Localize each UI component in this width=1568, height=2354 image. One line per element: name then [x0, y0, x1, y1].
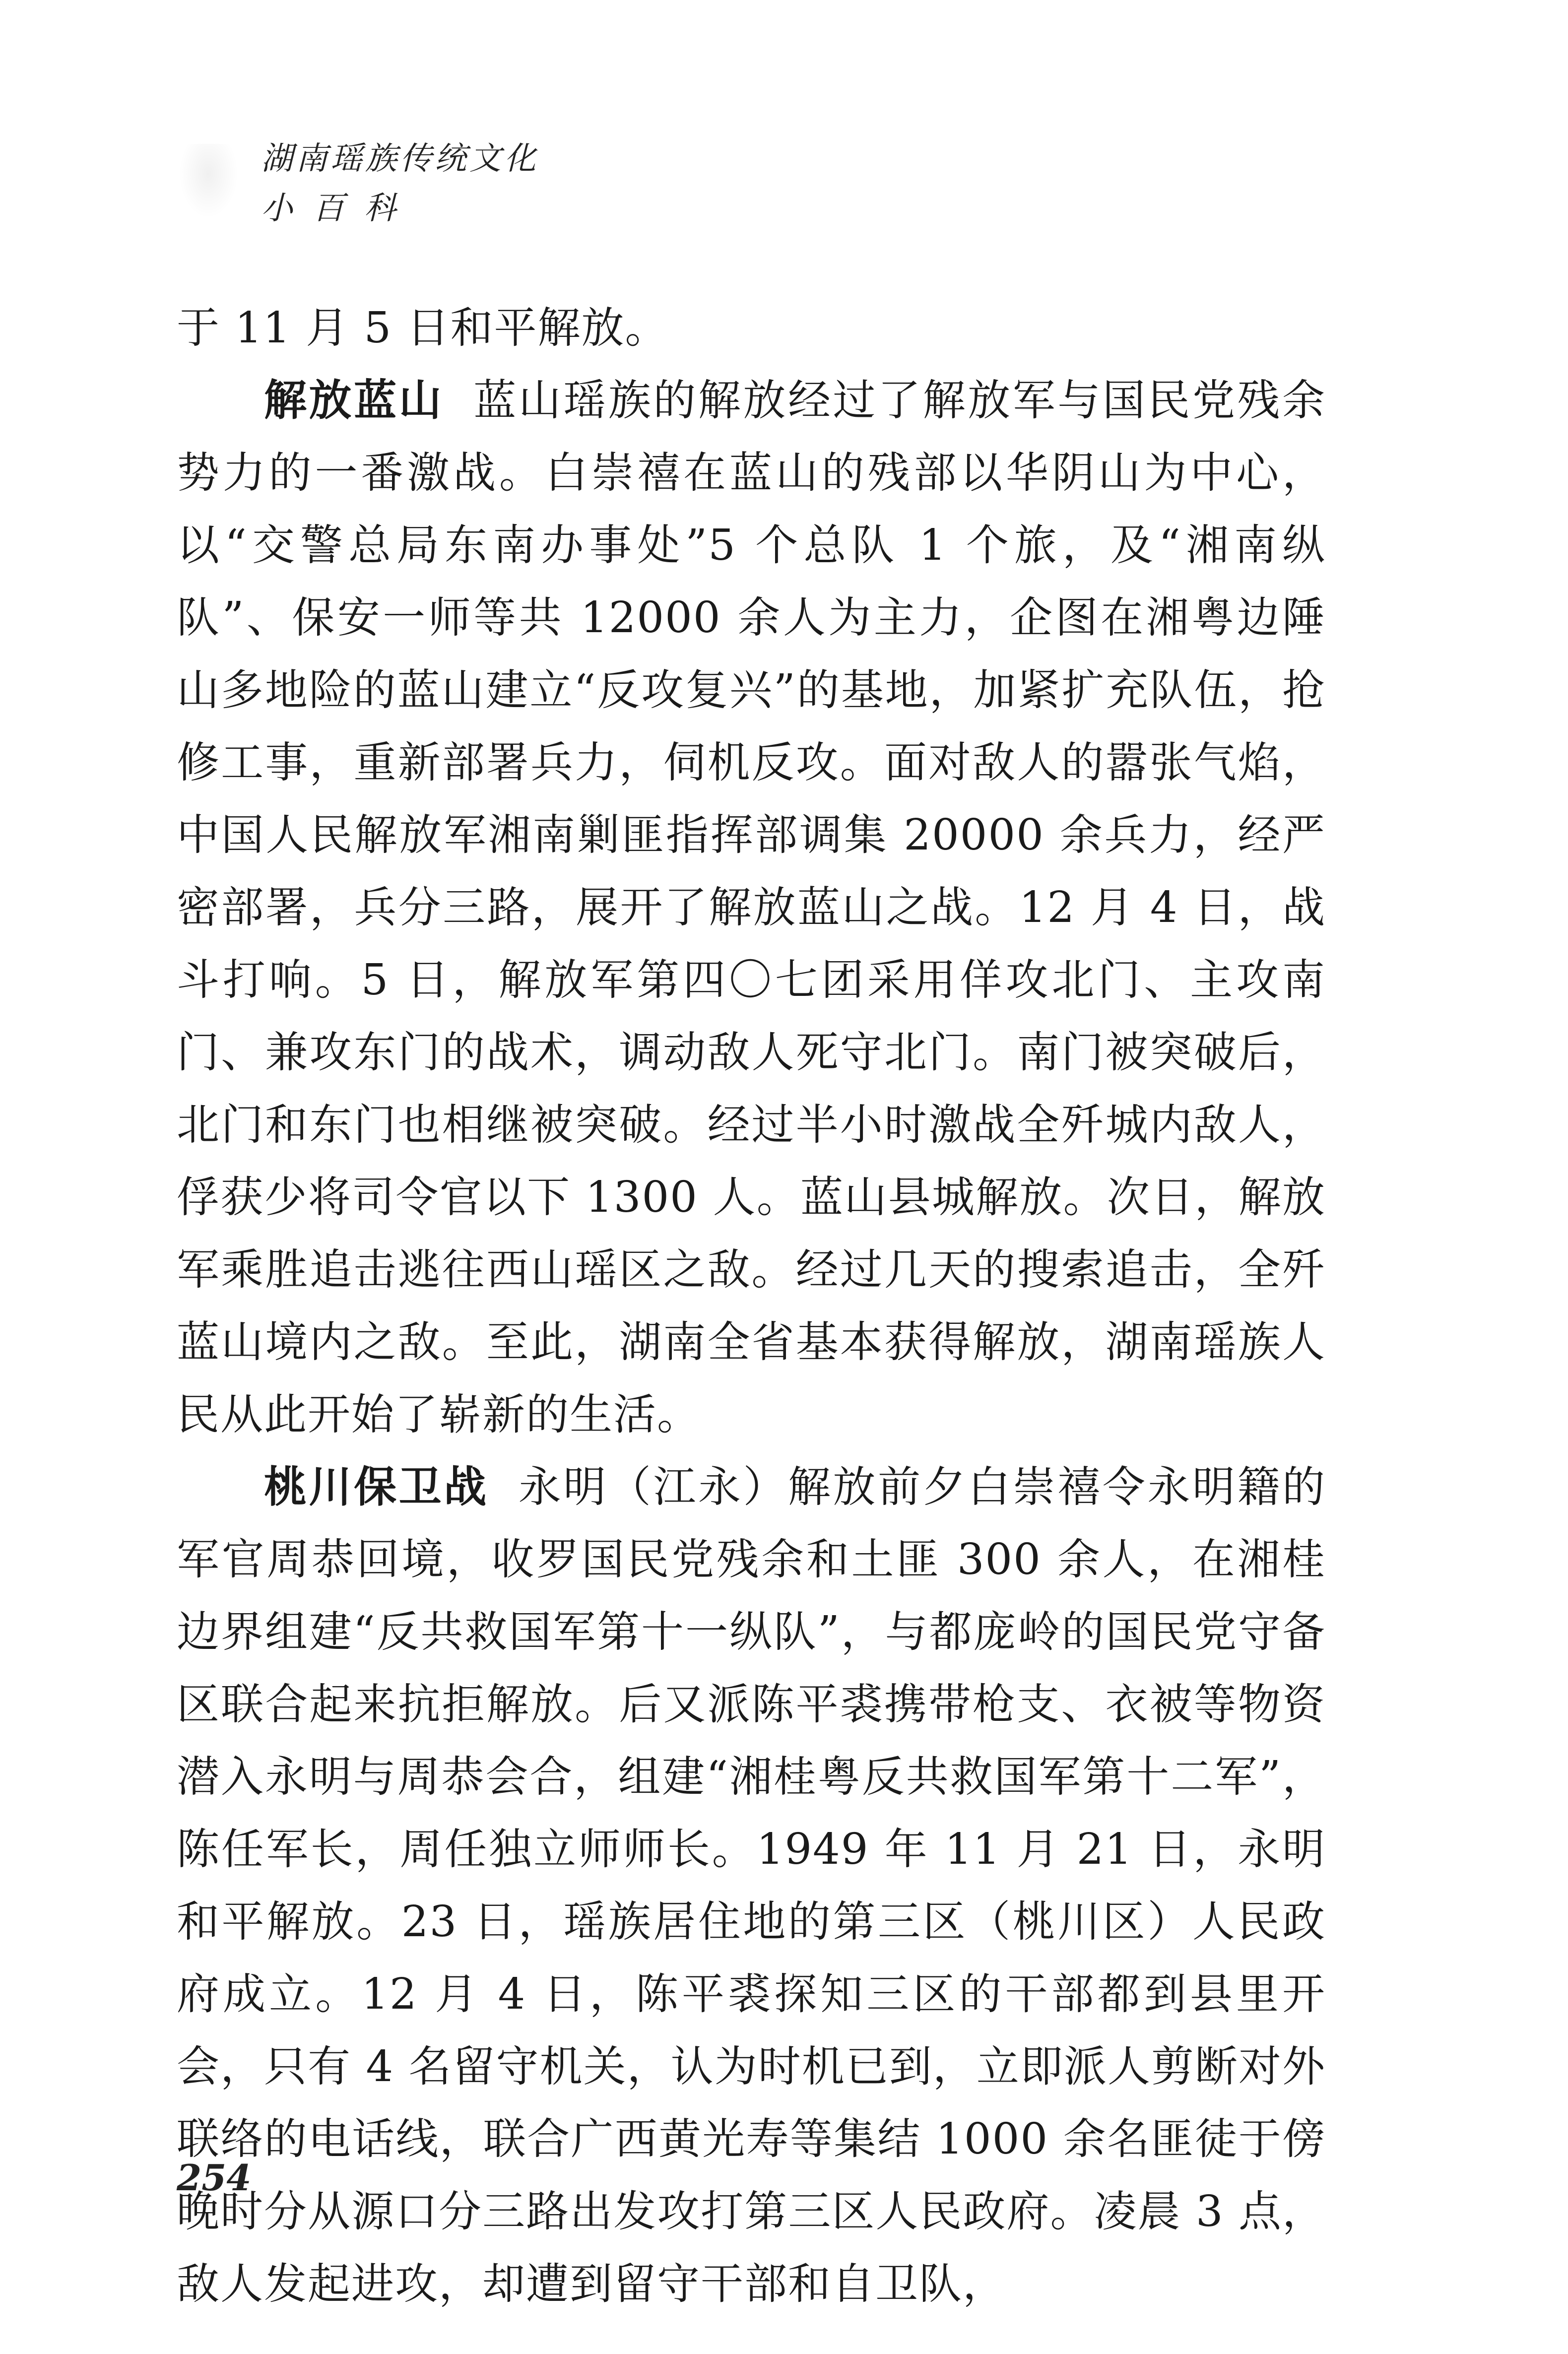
section-heading: 解放蓝山	[264, 376, 444, 425]
scan-smudge	[179, 144, 238, 218]
paragraph-taochuan-defense	[177, 1451, 1326, 2320]
section-heading: 桃川保卫战	[264, 1462, 489, 1512]
running-header	[261, 134, 539, 233]
paragraph-text: 蓝山瑶族的解放经过了解放军与国民党残余势力的一番激战。白崇禧在蓝山的残部以华阴山为中心，以“交警总局东南办事处”5 个总队 1 个旅，及“湘南纵队”、保安一师等共 12000 余人为主力，企图在湘粤边陲山多地险的蓝山建立“反攻复兴”的基地，加紧扩充队伍，抢修工事，重新部署兵力，伺机反攻。面对敌人的嚣张气焰，中国人民解放军湘南剿匪指挥部调集 20000 余兵力，经严密部署，兵分三路，展开了解放蓝山之战。12 月 4 日，战斗打响。5 日，解放军第四〇七团采用佯攻北门、主攻南门、兼攻东门的战术，调动敌人死守北门。南门被突破后，北门和东门也相继被突破。经过半小时激战全歼城内敌人，俘获少将司令官以下 1300 人。蓝山县城解放。次日，解放军乘胜追击逃往西山瑶区之敌。经过几天的搜索追击，全歼蓝山境内之敌。至此，湖南全省基本获得解放，湖南瑶族人民从此开始了崭新的生活。	[177, 376, 1326, 1439]
paragraph-text: 永明（江永）解放前夕白崇禧令永明籍的军官周恭回境，收罗国民党残余和土匪 300 余人，在湘桂边界组建“反共救国军第十一纵队”，与都庞岭的国民党守备区联合起来抗拒解放。后又派陈平裘携带枪支、衣被等物资潜入永明与周恭会合，组建“湘桂粤反共救国军第十二军”，陈任军长，周任独立师师长。1949 年 11 月 21 日，永明和平解放。23 日，瑶族居住地的第三区（桃川区）人民政府成立。12 月 4 日，陈平裘探知三区的干部都到县里开会，只有 4 名留守机关，认为时机已到，立即派人剪断对外联络的电话线，联合广西黄光寿等集结 1000 余名匪徒于傍晚时分从源口分三路出发攻打第三区人民政府。凌晨 3 点，敌人发起进攻，却遭到留守干部和自卫队，	[177, 1462, 1326, 2309]
series-title: 湖南瑶族传统文化	[261, 140, 539, 177]
page-number: 254	[177, 2157, 252, 2199]
series-subtitle: 小百科	[261, 190, 416, 227]
paragraph-continuation	[177, 292, 1326, 364]
body-text	[177, 292, 1326, 2320]
paragraph-text: 于 11 月 5 日和平解放。	[177, 303, 669, 353]
paragraph-liberation-lanshan	[177, 364, 1326, 1451]
